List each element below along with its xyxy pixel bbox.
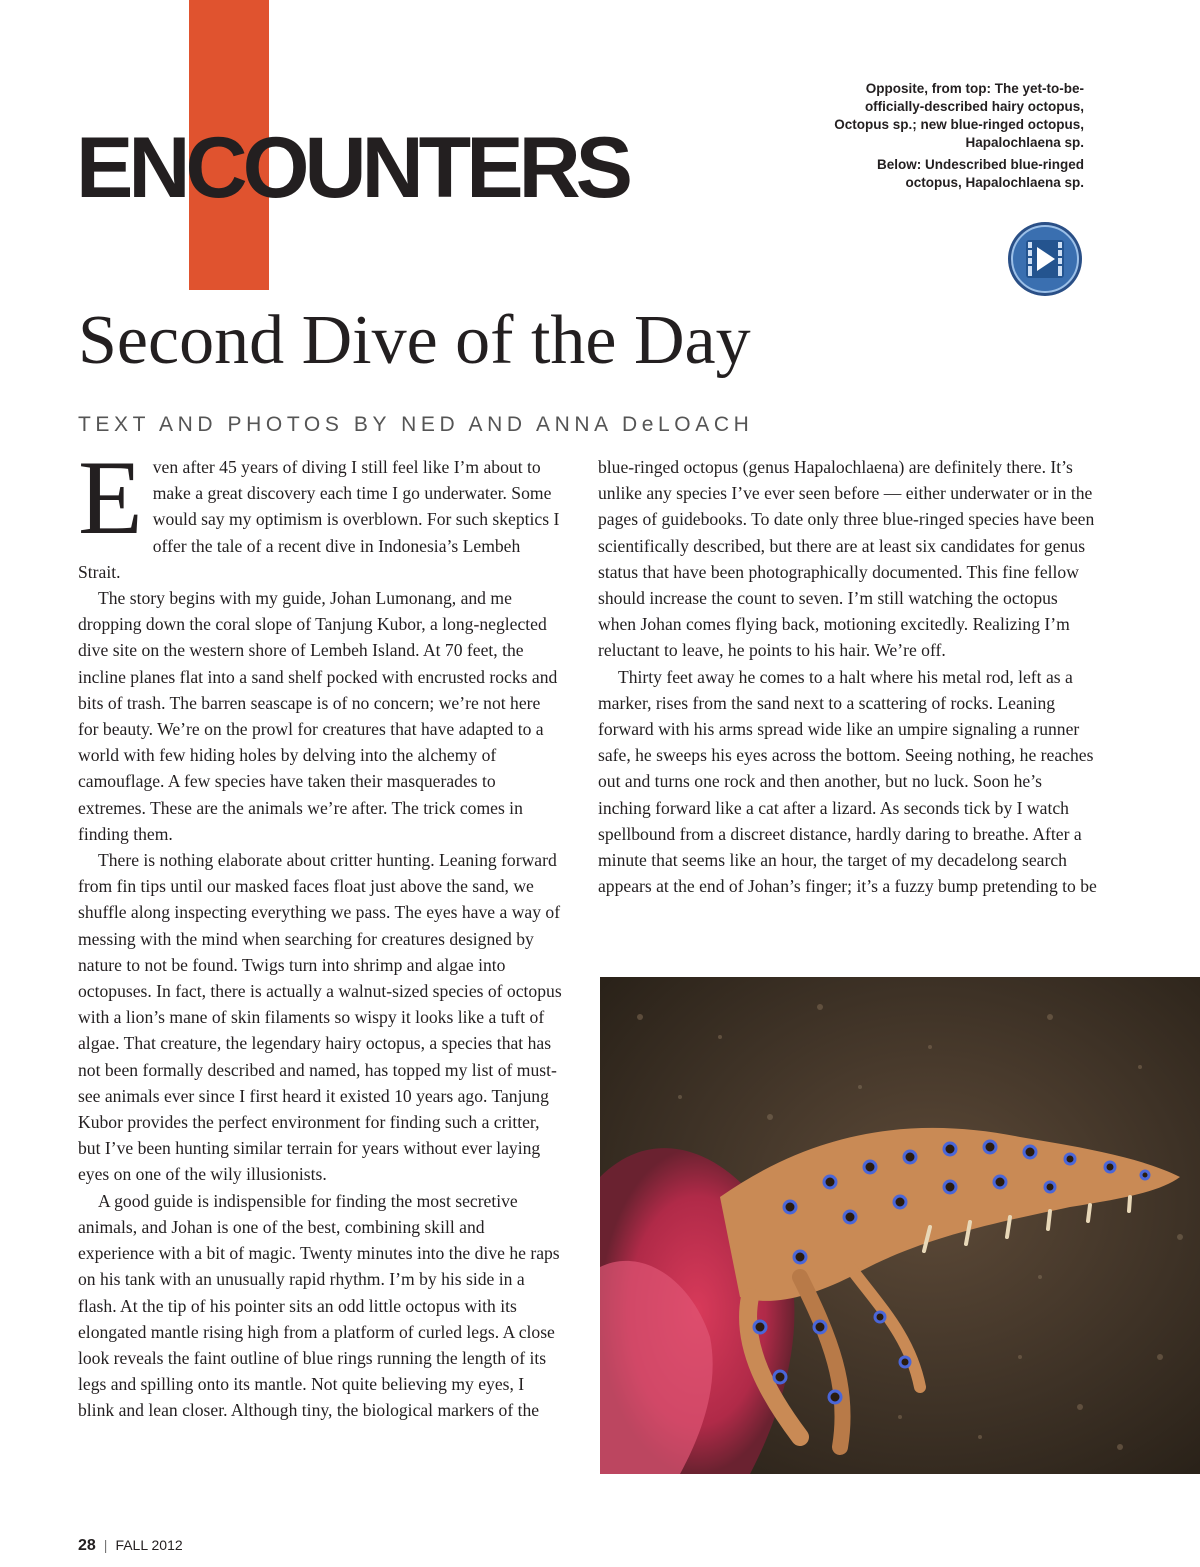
section-title: ENCOUNTERS — [76, 120, 629, 216]
article-byline: TEXT AND PHOTOS BY NED AND ANNA DeLOACH — [78, 413, 754, 436]
footer-separator: | — [103, 1537, 108, 1553]
article-column-left — [78, 454, 562, 1484]
caption-line-2: Below: Undescribed blue-ringed octopus, Hapalochlaena sp. — [876, 157, 1084, 190]
article-paragraph: The story begins with my guide, Johan Lumonang, and me dropping down the coral slope of Tanjung Kubor, a long-neglected dive site on the western shore of Lembeh Island. At 70 feet, the incline planes flat into a sand shelf pocked with encrusted rocks and bits of trash. The barren seascape is of no concern; we’re not here for beauty. We’re on the prowl for creatures that have adapted to a world with few hiding holes by delving into the alchemy of camouflage. A few species have taken their masquerades to extremes. These are the animals we’re after. The trick comes in finding them. — [78, 588, 558, 844]
drop-cap: E — [78, 454, 143, 556]
article-column-right — [598, 454, 1098, 954]
issue-label: FALL 2012 — [115, 1537, 183, 1553]
article-headline: Second Dive of the Day — [78, 302, 751, 379]
article-paragraph: Thirty feet away he comes to a halt where his metal rod, left as a marker, rises from the sand next to a scattering of rocks. Leaning forward with his arms spread wide like an umpire signaling a runner safe, he sweeps his eyes across the bottom. Seeing nothing, he reaches out and turns one rock and then another, but no luck. Soon he’s inching forward like a cat after a lizard. As seconds tick by I watch spellbound from a discreet distance, hardly daring to breathe. After a minute that seems like an hour, the target of my decadelong search appears at the end of Johan’s finger; it’s a fuzzy bump pretending to be — [598, 666, 1097, 897]
article-paragraph: blue-ringed octopus (genus Hapalochlaena) are definitely there. It’s unlike any species I’ve ever seen before — either underwater or in the pages of guidebooks. To date only three blue-ringed species have been scientifically described, but there are at least six candidates for genus status that have been photographically documented. This fine fellow should increase the count to seven. I’m still watching the octopus when Johan comes flying back, motioning excitedly. Realizing I’m reluctant to leave, he points to his hair. We’re off. — [598, 457, 1095, 661]
article-paragraph: There is nothing elaborate about critter hunting. Leaning forward from fin tips until our masked faces float just above the sand, we shuffle along inspecting everything we pass. The eyes have a way of messing with the mind when searching for creatures designed by nature to not be found. Twigs turn into shrimp and algae into octopuses. In fact, there is actually a walnut-sized species of octopus with a lion’s mane of skin filaments so wispy it looks like a tuft of algae. That creature, the legendary hairy octopus, a species that has not been formally described and named, has topped my list of must-see animals ever since I first heard it existed 10 years ago. Tanjung Kubor provides the perfect environment for finding such a critter, but I’ve been hunting similar terrain for years without ever laying eyes on one of the wily illusionists. — [78, 850, 562, 1185]
octopus-photo — [600, 977, 1200, 1474]
photo-caption — [824, 80, 1084, 196]
article-paragraph: Even after 45 years of diving I still feel like I’m about to make a great discovery each time I go underwater. Some would say my optimism is overblown. For such skeptics I offer the tale of a recent dive in Indonesia’s Lembeh Strait. — [78, 454, 560, 582]
play-icon — [1006, 220, 1084, 298]
play-video-button[interactable] — [1006, 220, 1084, 298]
page-footer — [78, 1537, 183, 1555]
caption-line-1: Opposite, from top: The yet-to-be-officially-described hairy octopus, Octopus sp.; new blue-ringed octopus, Hapalochlaena sp. — [834, 81, 1084, 150]
page-number: 28 — [78, 1537, 96, 1554]
article-paragraph: A good guide is indispensible for finding the most secretive animals, and Johan is one of the best, combining skill and experience with a bit of magic. Twenty minutes into the dive he raps on his tank with an unusually rapid rhythm. I’m by his side in a flash. At the tip of his pointer sits an odd little octopus with its elongated mantle rising high from a platform of curled legs. A close look reveals the faint outline of blue rings running the length of its legs and spilling onto its mantle. Not quite believing my eyes, I blink and lean closer. Although tiny, the biological markers of the — [78, 1190, 560, 1421]
